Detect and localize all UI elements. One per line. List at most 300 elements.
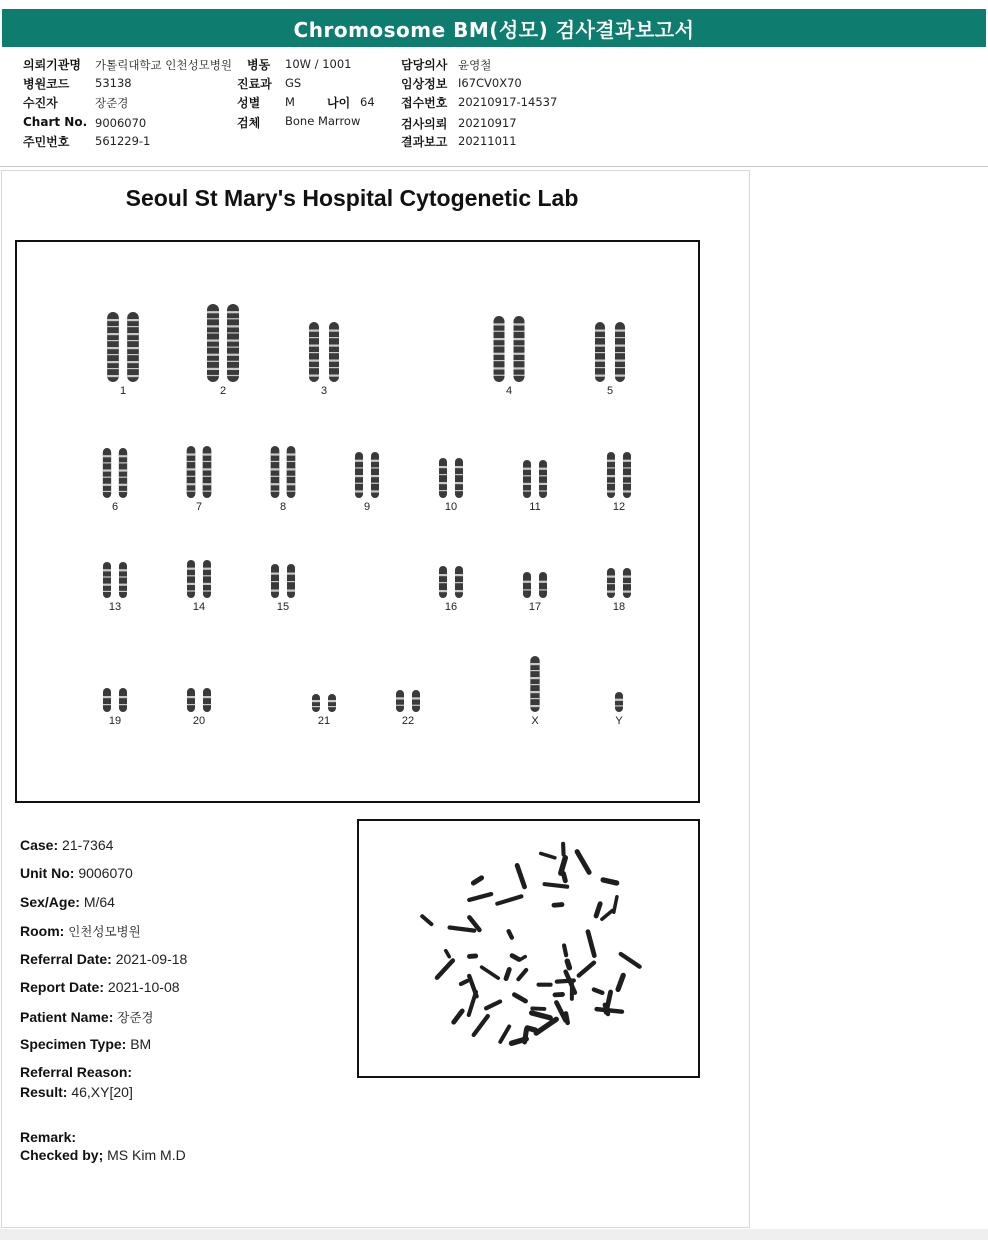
- metaphase-chromosome: [474, 1016, 488, 1035]
- chromosome-band: [119, 584, 127, 586]
- chromosome-band: [595, 330, 605, 332]
- chromosome-band: [107, 319, 119, 321]
- chromosome-band: [494, 360, 505, 361]
- chromosome-band: [623, 490, 631, 492]
- chromosome-pair-12: [607, 452, 631, 513]
- karyogram-image: [17, 242, 698, 801]
- doctor-value: 윤영철: [458, 58, 492, 72]
- chromatid: [328, 694, 336, 712]
- chromosome-band: [107, 340, 119, 341]
- chromosome-pair-13: [103, 562, 127, 613]
- chromosome-band: [523, 490, 531, 491]
- chromosome-pair-18: [607, 568, 631, 613]
- patient-name-row: [20, 1008, 153, 1026]
- metaphase-chromosome: [437, 961, 453, 978]
- remark-row: [20, 1129, 76, 1145]
- chromosome-label: 10: [444, 501, 458, 513]
- chromosome-band: [309, 345, 319, 347]
- metaphase-chromosome: [525, 1029, 527, 1042]
- chromosome-band: [595, 352, 605, 353]
- chromosome-band: [530, 691, 539, 693]
- chromosome-pair-4: [494, 316, 525, 397]
- chromosome-band: [439, 474, 447, 475]
- chromosome-label: 15: [276, 601, 290, 613]
- metaphase-chromosome: [461, 981, 467, 984]
- chromosome-band: [119, 469, 127, 471]
- chromosome-band: [207, 311, 219, 313]
- chromosome-band: [187, 461, 196, 462]
- chromosome-band: [595, 345, 605, 347]
- chromosome-band: [514, 353, 525, 355]
- chromosome-band: [103, 569, 111, 571]
- chromosome-band: [203, 476, 212, 477]
- chromosome-band: [119, 462, 127, 463]
- chromosome-band: [439, 466, 447, 468]
- chromosome-band: [187, 590, 195, 591]
- chromosome-band: [530, 705, 539, 707]
- sexage-label: Sex/Age:: [20, 894, 80, 910]
- chromosome-band: [287, 590, 295, 592]
- chromatid: [187, 560, 195, 598]
- chromosome-band: [103, 696, 111, 698]
- receipt-value: 20210917-14537: [458, 95, 558, 109]
- chromosome-band: [207, 368, 219, 370]
- chromatid: [312, 694, 320, 712]
- chromosome-pair-5: [595, 322, 625, 397]
- referral-reason-row: [20, 1064, 132, 1080]
- chromosome-band: [119, 477, 127, 478]
- chromatid: [539, 460, 547, 498]
- hospital-value: 가톨릭대학교 인천성모병원: [95, 58, 232, 72]
- chromosome-band: [514, 367, 525, 369]
- chromosome-band: [207, 361, 219, 362]
- chromosome-band: [203, 575, 211, 576]
- chromosome-band: [227, 354, 239, 356]
- chromosome-band: [523, 475, 531, 476]
- chromatid: [203, 560, 211, 598]
- chromosome-band: [329, 352, 339, 353]
- chromosome-band: [623, 460, 631, 462]
- chromosome-pair-2: [207, 304, 239, 397]
- chromosome-band: [227, 339, 239, 341]
- case-row: [20, 837, 113, 853]
- chromosome-band: [127, 368, 139, 369]
- metaphase-chromosome: [482, 967, 499, 978]
- age-label: 나이: [327, 96, 351, 110]
- chromosome-pair-20: [187, 688, 211, 727]
- metaphase-chromosome: [422, 916, 431, 924]
- chromosome-band: [455, 582, 463, 583]
- metaphase-chromosome: [563, 873, 565, 880]
- chromosome-band: [412, 697, 420, 699]
- chromosome-band: [494, 375, 505, 376]
- chromosome-band: [203, 696, 211, 698]
- clinical-value: I67CV0X70: [458, 76, 522, 90]
- referral-date-label: Referral Date:: [20, 951, 112, 967]
- chromosome-band: [103, 591, 111, 592]
- request-label: 검사의뢰: [401, 117, 448, 131]
- chromosome-band: [615, 337, 625, 338]
- specimen-type-value: BM: [130, 1036, 152, 1052]
- receipt-label: 접수번호: [401, 96, 448, 110]
- chromosome-band: [287, 483, 296, 485]
- chromosome-band: [439, 574, 447, 576]
- chromosome-band: [127, 333, 139, 335]
- chromosome-band: [595, 375, 605, 377]
- chromosome-band: [329, 337, 339, 338]
- chromosome-label: 12: [612, 501, 626, 513]
- chromosome-pair-14: [187, 560, 211, 613]
- chromosome-band: [119, 491, 127, 492]
- chromatid: [523, 460, 531, 498]
- chromosome-band: [607, 591, 615, 593]
- chromosome-band: [203, 453, 212, 455]
- chromosome-band: [227, 311, 239, 313]
- chromosome-band: [207, 347, 219, 348]
- chromosome-band: [539, 475, 547, 476]
- chromatid: [439, 458, 447, 498]
- chromosome-label: 20: [192, 715, 206, 727]
- chromosome-label: 14: [192, 601, 206, 613]
- chromosome-band: [623, 591, 631, 593]
- chromosome-band: [107, 368, 119, 369]
- chromosome-band: [412, 705, 420, 706]
- chromosome-band: [227, 325, 239, 327]
- chromosome-pair-21: [312, 694, 336, 727]
- chromosome-band: [287, 491, 296, 492]
- metaphase-chromosome: [486, 1002, 500, 1009]
- metaphase-chromosome: [506, 969, 509, 978]
- result-row: [20, 1084, 133, 1100]
- metaphase-chromosome: [517, 865, 524, 886]
- chromosome-band: [494, 331, 505, 332]
- chromatid: [103, 688, 111, 712]
- report-date-row: [20, 979, 180, 995]
- chromosome-band: [103, 469, 111, 471]
- chromosome-band: [127, 326, 139, 327]
- metaphase-chromosome: [596, 904, 600, 916]
- metaphase-chromosome: [532, 1013, 551, 1018]
- chromosome-band: [187, 468, 196, 470]
- unit-label: Unit No:: [20, 865, 75, 881]
- chromosome-band: [523, 589, 531, 590]
- metaphase-chromosome: [603, 880, 617, 883]
- chromosome-band: [514, 323, 525, 325]
- chromosome-band: [127, 354, 139, 355]
- chromatid: [103, 562, 111, 598]
- chromosome-band: [103, 576, 111, 577]
- patient-value: 장준경: [95, 96, 129, 110]
- metaphase-chromosome: [594, 990, 602, 993]
- chromosome-pair-10: [439, 458, 463, 513]
- chromosome-band: [455, 590, 463, 592]
- clinical-label: 임상정보: [401, 77, 448, 91]
- chromosome-pair-11: [523, 460, 547, 513]
- sexage-value: M/64: [83, 894, 115, 910]
- unit-row: [20, 865, 133, 881]
- chromosome-pair-9: [355, 452, 379, 513]
- chromosome-band: [107, 354, 119, 355]
- referral-date-value: 2021-09-18: [115, 951, 188, 967]
- chromosome-band: [455, 490, 463, 491]
- chromosome-band: [107, 347, 119, 349]
- chromosome-label: 21: [317, 715, 331, 727]
- chromosome-band: [615, 699, 623, 701]
- chromosome-band: [127, 361, 139, 363]
- chromosome-band: [287, 468, 296, 470]
- chromosome-band: [271, 581, 279, 582]
- chromosome-band: [271, 453, 280, 455]
- chromosome-label: 9: [363, 501, 371, 513]
- chromosome-band: [187, 453, 196, 455]
- chromosome-band: [309, 337, 319, 338]
- chromosome-band: [615, 360, 625, 362]
- chromatid: [412, 690, 420, 712]
- chromosome-label: 6: [111, 501, 119, 513]
- chromosome-band: [494, 353, 505, 355]
- chromosome-label: 4: [505, 385, 513, 397]
- chromosome-band: [203, 568, 211, 570]
- chromosome-band: [187, 491, 196, 492]
- chromosome-band: [329, 360, 339, 362]
- chromosome-band: [371, 475, 379, 477]
- chromosome-pair-6: [103, 448, 127, 513]
- chromosome-band: [227, 361, 239, 362]
- chromosome-band: [439, 490, 447, 491]
- chromosome-band: [127, 340, 139, 341]
- remark-label: Remark:: [20, 1129, 77, 1145]
- specimen-label: 검체: [237, 116, 261, 130]
- chromosome-band: [494, 323, 505, 325]
- metaphase-chromosome: [614, 897, 617, 912]
- metaphase-chromosome: [446, 951, 449, 957]
- chromosome-band: [119, 591, 127, 592]
- chromosome-band: [539, 589, 547, 590]
- chromosome-band: [287, 476, 296, 477]
- chromosome-band: [227, 368, 239, 370]
- chromosome-band: [127, 319, 139, 321]
- sex-label: 성별: [237, 96, 261, 110]
- chromosome-pair-Y: [615, 692, 623, 727]
- result-report-value: 20211011: [458, 134, 517, 148]
- chromosome-band: [514, 331, 525, 332]
- chromosome-band: [615, 375, 625, 377]
- chromosome-band: [607, 467, 615, 468]
- result-report-label: 결과보고: [401, 135, 448, 149]
- chromatid: [396, 690, 404, 712]
- chromosome-band: [203, 483, 212, 485]
- chromosome-band: [455, 482, 463, 484]
- chromosome-band: [107, 361, 119, 363]
- chromosome-band: [329, 330, 339, 332]
- chromatid: [119, 688, 127, 712]
- referral-date-row: [20, 951, 187, 967]
- chromosome-band: [187, 483, 196, 485]
- chromosome-band: [207, 339, 219, 341]
- metaphase-chromosome: [579, 963, 594, 976]
- hospital-label: 의뢰기관명: [23, 58, 81, 72]
- report-date-label: Report Date:: [20, 979, 105, 995]
- dept-label: 진료과: [237, 77, 272, 91]
- chromosome-band: [371, 460, 379, 462]
- chromosome-band: [103, 462, 111, 463]
- metaphase-chromosome: [554, 905, 562, 906]
- chromosome-band: [455, 466, 463, 468]
- chromosome-band: [119, 696, 127, 698]
- chromosome-band: [523, 483, 531, 485]
- request-value: 20210917: [458, 116, 517, 130]
- chromosome-band: [595, 360, 605, 362]
- chromatid: [119, 562, 127, 598]
- specimen-type-row: [20, 1036, 151, 1052]
- chromosome-band: [119, 484, 127, 486]
- chromosome-band: [595, 367, 605, 368]
- chromosome-pair-22: [396, 690, 420, 727]
- case-value: 21-7364: [62, 837, 114, 853]
- result-label: Result:: [20, 1084, 68, 1100]
- chromosome-band: [539, 468, 547, 470]
- chromosome-pair-19: [103, 688, 127, 727]
- room-row: [20, 922, 141, 940]
- chromosome-band: [607, 490, 615, 492]
- chromosome-label: 1: [119, 385, 127, 397]
- chromosome-band: [312, 700, 320, 702]
- ward-label: 병동: [247, 58, 271, 72]
- chromosome-band: [187, 583, 195, 585]
- checked-label: Checked by;: [20, 1147, 104, 1163]
- metaphase-chromosome: [602, 910, 613, 919]
- chromosome-band: [607, 576, 615, 578]
- chromosome-band: [623, 583, 631, 584]
- chromosome-pair-3: [309, 322, 339, 397]
- chromosome-label: 3: [320, 385, 328, 397]
- metaphase-chromosome: [514, 995, 525, 1001]
- metaphase-chromosome: [618, 975, 623, 989]
- metaphase-chromosome: [450, 928, 475, 931]
- chromosome-band: [271, 468, 280, 470]
- chromosome-band: [494, 367, 505, 369]
- chromatid: [523, 572, 531, 598]
- chromosome-band: [530, 677, 539, 679]
- code-value: 53138: [95, 76, 132, 90]
- chromosome-band: [227, 318, 239, 319]
- chromosome-band: [355, 490, 363, 492]
- chromosome-band: [539, 483, 547, 485]
- chromosome-band: [615, 352, 625, 353]
- chromosome-band: [623, 576, 631, 578]
- chromosome-band: [494, 338, 505, 340]
- chromosome-band: [103, 491, 111, 492]
- chromosome-label: 16: [444, 601, 458, 613]
- doctor-label: 담당의사: [401, 58, 448, 72]
- chromosome-band: [271, 573, 279, 575]
- chromosome-band: [309, 367, 319, 368]
- chromosome-band: [103, 584, 111, 586]
- chromosome-band: [623, 467, 631, 468]
- dept-value: GS: [285, 76, 302, 90]
- chromosome-band: [539, 581, 547, 583]
- page-title: Chromosome BM(성모) 검사결과보고서: [2, 9, 986, 47]
- chromosome-band: [371, 467, 379, 468]
- metaphase-spread-image: [359, 821, 698, 1076]
- top-margin: [0, 0, 988, 9]
- chromosome-band: [203, 583, 211, 585]
- metaphase-chromosome: [566, 1013, 568, 1022]
- chromosome-band: [514, 338, 525, 340]
- metaphase-chromosome: [532, 1008, 544, 1009]
- chromosome-label: 19: [108, 715, 122, 727]
- chromosome-band: [623, 475, 631, 477]
- age-value: 64: [360, 95, 375, 109]
- chromosome-band: [514, 345, 525, 346]
- chromosome-band: [187, 568, 195, 570]
- chromatid: [494, 316, 505, 382]
- chromosome-band: [271, 461, 280, 462]
- chromosome-band: [271, 491, 280, 492]
- metaphase-chromosome: [518, 970, 526, 979]
- chromosome-label: X: [531, 715, 539, 727]
- chart-value: 9006070: [95, 116, 147, 130]
- chromosome-pair-17: [523, 572, 547, 613]
- chromosome-band: [207, 354, 219, 356]
- chromosome-band: [119, 576, 127, 577]
- chromosome-band: [203, 461, 212, 462]
- specimen-value: Bone Marrow: [285, 114, 361, 128]
- case-label: Case:: [20, 837, 59, 853]
- code-label: 병원코드: [23, 77, 70, 91]
- sexage-row: [20, 894, 115, 910]
- chromosome-pair-1: [107, 312, 139, 397]
- chromosome-band: [312, 706, 320, 707]
- chromosome-band: [329, 367, 339, 368]
- chromosome-band: [107, 375, 119, 377]
- chromosome-band: [530, 684, 539, 685]
- chart-label: Chart No.: [23, 115, 88, 129]
- chromosome-band: [107, 333, 119, 335]
- chromosome-band: [355, 483, 363, 484]
- chromosome-band: [187, 575, 195, 576]
- chromatid: [514, 316, 525, 382]
- metaphase-chromosome: [567, 961, 569, 967]
- chromosome-band: [127, 375, 139, 377]
- chromosome-band: [615, 705, 623, 706]
- chromosome-label: 5: [606, 385, 614, 397]
- ward-value: 10W / 1001: [285, 57, 352, 71]
- chromosome-band: [607, 460, 615, 462]
- specimen-type-label: Specimen Type:: [20, 1036, 127, 1052]
- chromosome-band: [355, 460, 363, 462]
- chromosome-label: 11: [529, 501, 541, 513]
- unit-value: 9006070: [78, 865, 133, 881]
- chromatid: [227, 304, 239, 382]
- chromosome-band: [103, 477, 111, 478]
- chromosome-band: [309, 375, 319, 377]
- chromosome-band: [530, 663, 539, 665]
- checked-value: MS Kim M.D: [107, 1147, 186, 1163]
- chromosome-band: [309, 352, 319, 353]
- chromosome-band: [203, 491, 212, 492]
- metaphase-chromosome: [545, 884, 568, 887]
- chromosome-band: [271, 476, 280, 477]
- chromosome-band: [127, 347, 139, 349]
- chromosome-band: [615, 367, 625, 368]
- chromosome-band: [103, 704, 111, 705]
- chromosome-pair-7: [187, 446, 212, 513]
- chromosome-label: 18: [612, 601, 626, 613]
- metaphase-chromosome: [469, 976, 476, 996]
- chromosome-band: [227, 375, 239, 376]
- chromosome-band: [107, 326, 119, 327]
